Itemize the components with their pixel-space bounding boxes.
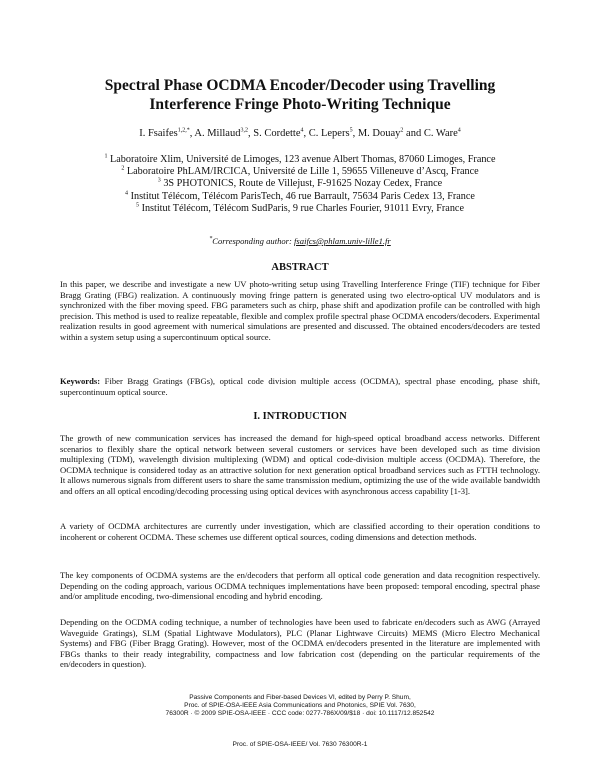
publication-info-line: Passive Components and Fiber-based Devices VI, edited by Perry P. Shum, [189,694,411,701]
page-footer: Proc. of SPIE-OSA-IEEE/ Vol. 7630 76300R-1 [232,741,368,748]
title-line-1: Spectral Phase OCDMA Encoder/Decoder using Travelling [104,77,496,94]
affiliation: $^5$ Institut Télécom, Télécom SudParis, 9 rue Charles Fourier, 91011 Evry, France [136,202,464,214]
keywords: Keywords: Fiber Bragg Gratings (FBGs), optical code division multiple access (OCDMA), spectral phase encoding, phase shift, supercontinuum optical source. [60,376,540,397]
publication-info [60,694,540,719]
author: S. Cordette$^4$ [253,127,304,139]
author: C. Ware$^4$ [423,127,461,139]
intro-paragraph: Depending on the OCDMA coding technique, a number of technologies have been used to fabricate en/decoders such as AWG (Arrayed Waveguide Gratings), SLM (Spatial Lightwave Modulators), PLC (Planar Lightwave Circuits) MEMS (Micro Electro Mechanical Systems) and FBG (Fiber Bragg Grating). However, most of the OCDMA en/decoders presented in the literature are implemented with FBGs thanks to their ready integrability, compactness and low fabrication cost (depending on the particular requirements of the en/decoders in question). [60,617,540,669]
corresponding-email-link[interactable]: fsaifcs@phlam.univ-lille1.fr [294,236,391,246]
corresponding-author: *Corresponding author: fsaifcs@phlam.univ-lille1.fr [209,236,391,246]
keywords-label: Keywords: [60,376,101,386]
affiliation: $^4$ Institut Télécom, Télécom ParisTech, 46 rue Barrault, 75634 Paris Cedex 13, France [125,190,475,202]
intro-paragraph: A variety of OCDMA architectures are currently under investigation, which are classified according to their operation conditions to incoherent or coherent OCDMA. These schemes use different optical sources, coding dimensions and detection methods. [60,521,540,542]
affiliation: $^1$ Laboratoire Xlim, Université de Limoges, 123 avenue Albert Thomas, 87060 Limoges, France [104,153,496,165]
affiliation-list [40,154,560,215]
abstract-heading: ABSTRACT [271,262,329,273]
intro-paragraph: The growth of new communication services has increased the demand for high-speed optical broadband access networks. Different scenarios to flexibly share the optical network between several customers or services have been developed such as time division multiplexing (TDM), wavelength division multiplexing (WDM) and optical code-division multiple access (OCDMA). Therefore, the OCDMA technique is considered today as an attractive solution for next generation optical broadband services such as FTTH technology. It allows numerous signals from different users to share the same transmission medium, optimizing the use of the wide available bandwidth and offers an all optical encoding/decoding processing using optical devices with asynchronous access capability [1-3]. [60,433,540,496]
author: I. Fsaifes$^{1,2,*}$ [139,127,190,139]
intro-paragraph: The key components of OCDMA systems are the en/decoders that perform all optical code generation and data recognition respectively. Depending on the coding approach, various OCDMA techniques implementations have been proposed: temporal encoding, spectral phase and/or amplitude encoding, two-dimensional encoding and hybrid encoding. [60,570,540,601]
author: M. Douay$^2$ [357,127,404,139]
paper-title [60,76,540,114]
author: A. Millaud$^{3,2}$ [194,127,248,139]
affiliation: $^3$ 3S PHOTONICS, Route de Villejust, F-91625 Nozay Cedex, France [157,178,443,190]
introduction-heading: I. INTRODUCTION [253,411,347,422]
author-list: I. Fsaifes$^{1,2,*}$, A. Millaud$^{3,2}$, S. Cordette$^4$, C. Lepers$^5$, M. Douay$^2$ and C. Ware$^4$ [139,127,461,139]
publication-info-line: Proc. of SPIE-OSA-IEEE Asia Communications and Photonics, SPIE Vol. 7630, [184,702,416,710]
publication-info-line: 76300R · © 2009 SPIE-OSA-IEEE · CCC code: 0277-786X/09/$18 · doi: 10.1117/12.852542 [165,710,435,718]
title-line-2: Interference Fringe Photo-Writing Technique [149,96,451,113]
author: C. Lepers$^5$ [308,127,353,139]
affiliation: $^2$ Laboratoire PhLAM/IRCICA, Université de Lille 1, 59655 Villeneuve d’Ascq, France [121,165,479,178]
abstract-text: In this paper, we describe and investigate a new UV photo-writing setup using Travelling Interference Fringe (TIF) technique for Fiber Bragg Grating (FBG) realization. A continuously moving fringe pattern is generated using two electro-optical UV modulators and is synchronized with the fiber moving speed. FBG parameters such as chirp, phase shift and apodization profile can be controlled with high precision. This method is used to realize repeatable, flexible and complex profile spectral phase OCDMA encoders/decoders. Experimental realization results in good agreement with numerical simulations are presented and discussed. The obtained encoders/decoders are tested within a system setup using a supercontinuum optical source. [60,279,540,342]
